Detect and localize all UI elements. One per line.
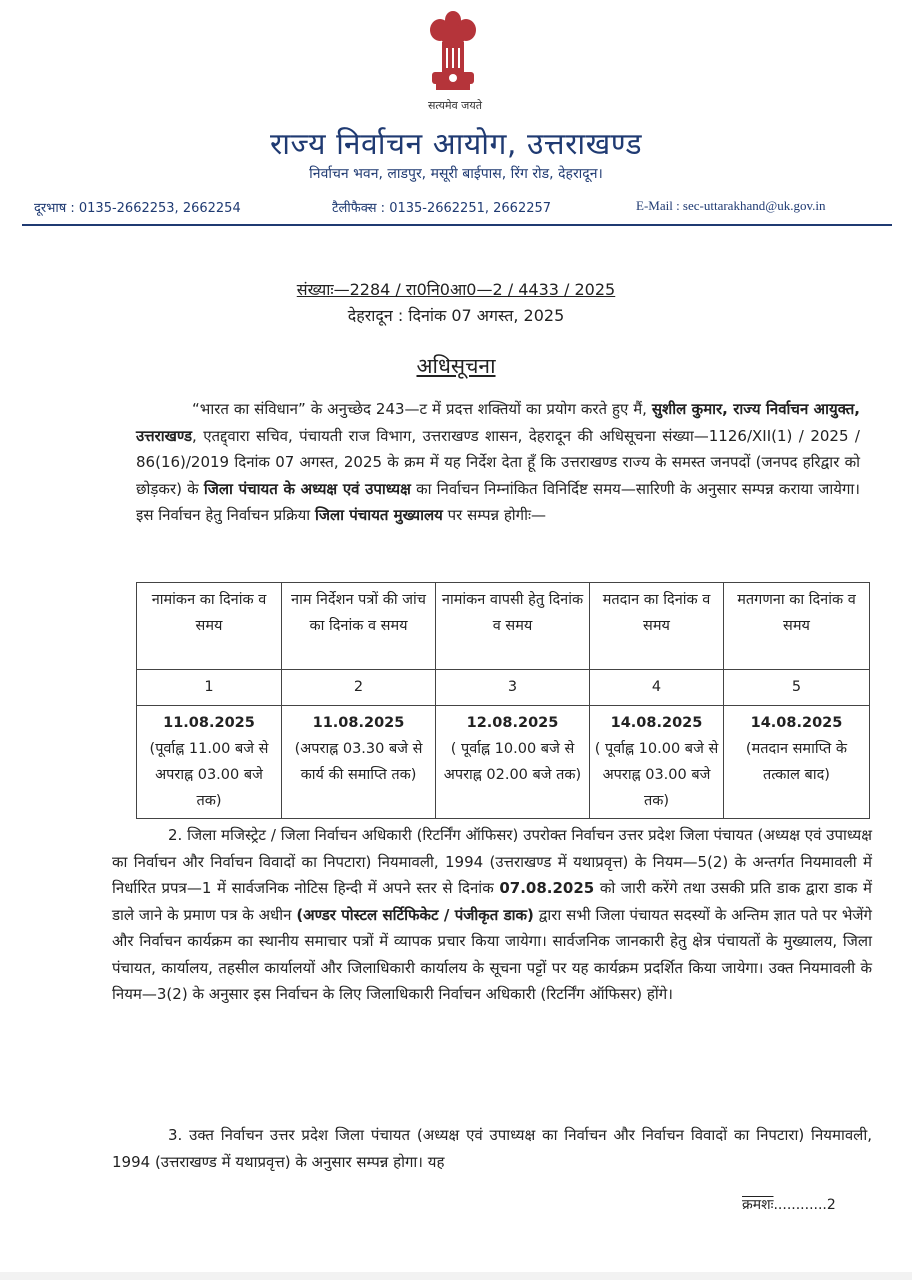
schedule-time: (मतदान समाप्ति के तत्काल बाद) (745, 741, 848, 783)
letterhead-divider (22, 224, 892, 226)
schedule-header: मतगणना का दिनांक व समय (724, 583, 870, 670)
column-number: 1 (137, 670, 282, 706)
para2-date: 07.08.2025 (499, 879, 595, 897)
para2-postal: (अण्डर पोस्टल सर्टिफिकेट / पंजीकृत डाक) (296, 905, 534, 924)
phone-numbers: दूरभाष : 0135-2662253, 2662254 (34, 201, 241, 216)
intro-text-1: “भारत का संविधान” के अनुच्छेद 243—ट में प्रदत्त शक्तियों का प्रयोग करते हुए मैं, (192, 400, 652, 418)
intro-paragraph (136, 396, 860, 529)
schedule-time: (पूर्वाह्न 11.00 बजे से अपराह्न 03.00 बजे तक) (149, 741, 269, 809)
election-schedule-table (136, 582, 870, 819)
schedule-cell (137, 706, 282, 819)
organization-address: निर्वाचन भवन, लाडपुर, मसूरी बाईपास, रिंग रोड, देहरादून। (309, 166, 603, 182)
intro-text-2: , एतद्द्वारा सचिव, पंचायती राज विभाग, उत्तराखण्ड शासन, देहरादून की अधिसूचना संख्या—1126/XII(1) / 2025 / 86(16)/2019 दिनांक 07 अगस्त, 2025 के क्रम में यह निर्देश देता हूँ कि उत्तराखण्ड राज्य के समस्त जनपदों (जनपद हरिद्वार को छोड़कर) के (136, 426, 860, 498)
organization-name: राज्य निर्वाचन आयोग, उत्तराखण्ड (269, 127, 643, 162)
reference-number-text: संख्याः—2284 / रा0नि0आ0—2 / 4433 / 2025 (296, 280, 616, 299)
document-title: अधिसूचना (416, 354, 496, 378)
schedule-time: ( पूर्वाह्न 10.00 बजे से अपराह्न 02.00 बजे तक) (443, 741, 582, 783)
intro-text-4: पर सम्पन्न होगीः— (442, 506, 547, 524)
column-number: 4 (590, 670, 724, 706)
reference-number (0, 278, 912, 300)
paragraph-3: 3. उक्त निर्वाचन उत्तर प्रदेश जिला पंचायत (अध्यक्ष एवं उपाध्यक्ष का निर्वाचन और निर्वाचन विवादों का निपटारा) नियमावली, 1994 (उत्तराखण्ड में यथाप्रवृत्त) के अनुसार सम्पन्न होगा। यह (112, 1126, 872, 1171)
paragraph-2 (112, 822, 872, 1008)
reference-date: देहरादून : दिनांक 07 अगस्त, 2025 (347, 306, 565, 325)
schedule-header: मतदान का दिनांक व समय (590, 583, 724, 670)
telefax-numbers: टैलीफैक्स : 0135-2662251, 2662257 (332, 201, 552, 216)
continued-marker (742, 1195, 836, 1214)
schedule-cell (436, 706, 590, 819)
continued-label: क्रमशः (742, 1197, 774, 1213)
page-bottom-edge (0, 1272, 912, 1280)
schedule-date: 11.08.2025 (163, 715, 255, 731)
next-page-number: ............2 (773, 1197, 836, 1213)
schedule-header: नामांकन वापसी हेतु दिनांक व समय (436, 583, 590, 670)
email-address: E-Mail : sec-uttarakhand@uk.gov.in (636, 198, 826, 213)
schedule-date: 14.08.2025 (610, 715, 703, 731)
schedule-header-row (137, 583, 870, 670)
schedule-number-row (137, 670, 870, 706)
schedule-date: 14.08.2025 (750, 715, 843, 731)
schedule-data-row (137, 706, 870, 819)
column-number: 5 (724, 670, 870, 706)
intro-text-3: का निर्वाचन निम्नांकित विनिर्दिष्ट समय—सारिणी के अनुसार सम्पन्न कराया जायेगा। इस निर्वाचन हेतु निर्वाचन प्रक्रिया (136, 479, 860, 524)
schedule-date: 12.08.2025 (466, 715, 559, 731)
para2-text-1: 2. जिला मजिस्ट्रेट / जिला निर्वाचन अधिकारी (रिटर्निंग ऑफिसर) उपरोक्त निर्वाचन उत्तर प्रदेश जिला पंचायत (अध्यक्ष एवं उपाध्यक्ष का निर्वाचन और निर्वाचन विवादों का निपटारा) नियमावली, 1994 (उत्तराखण्ड में यथाप्रवृत्त) के नियम—5(2) के अन्तर्गत नियमावली में निर्धारित प्रपत्र—1 में सार्वजनिक नोटिस हिन्दी में अपने स्तर से दिनांक (112, 826, 872, 897)
schedule-header: नाम निर्देशन पत्रों की जांच का दिनांक व समय (282, 583, 436, 670)
schedule-time: (अपराह्न 03.30 बजे से कार्य की समाप्ति तक) (294, 741, 423, 783)
intro-commissioner: सुशील कुमार, राज्य निर्वाचन आयुक्त, उत्तराखण्ड (136, 400, 860, 445)
schedule-cell (724, 706, 870, 819)
column-number: 2 (282, 670, 436, 706)
intro-posts: जिला पंचायत के अध्यक्ष एवं उपाध्यक्ष (203, 479, 411, 498)
schedule-header: नामांकन का दिनांक व समय (137, 583, 282, 670)
schedule-cell (282, 706, 436, 819)
schedule-cell (590, 706, 724, 819)
column-number: 3 (436, 670, 590, 706)
state-emblem-icon (418, 8, 488, 100)
emblem-motto: सत्यमेव जयते (427, 99, 482, 112)
schedule-time: ( पूर्वाह्न 10.00 बजे से अपराह्न 03.00 बजे तक) (594, 741, 719, 809)
schedule-date: 11.08.2025 (312, 715, 405, 731)
para2-text-2: को जारी करेंगे तथा उसकी प्रति डाक द्वारा डाक में डाले जाने के प्रमाण पत्र के अधीन (112, 879, 872, 924)
para2-text-3: द्वारा सभी जिला पंचायत सदस्यों के अन्तिम ज्ञात पते पर भेजेंगे और निर्वाचन कार्यक्रम का स्थानीय समाचार पत्रों में व्यापक प्रचार किया जायेगा। सार्वजनिक जानकारी हेतु क्षेत्र पंचायतों के मुख्यालय, जिला पंचायत, कार्यालय, तहसील कार्यालयों और जिलाधिकारी कार्यालय के सूचना पट्टों पर यह कार्यक्रम प्रदर्शित किया जायेगा। उक्त नियमावली के नियम—3(2) के अनुसार इस निर्वाचन के लिए जिलाधिकारी निर्वाचन अधिकारी (रिटर्निंग ऑफिसर) होंगे। (112, 905, 872, 1003)
intro-venue: जिला पंचायत मुख्यालय (314, 506, 443, 524)
